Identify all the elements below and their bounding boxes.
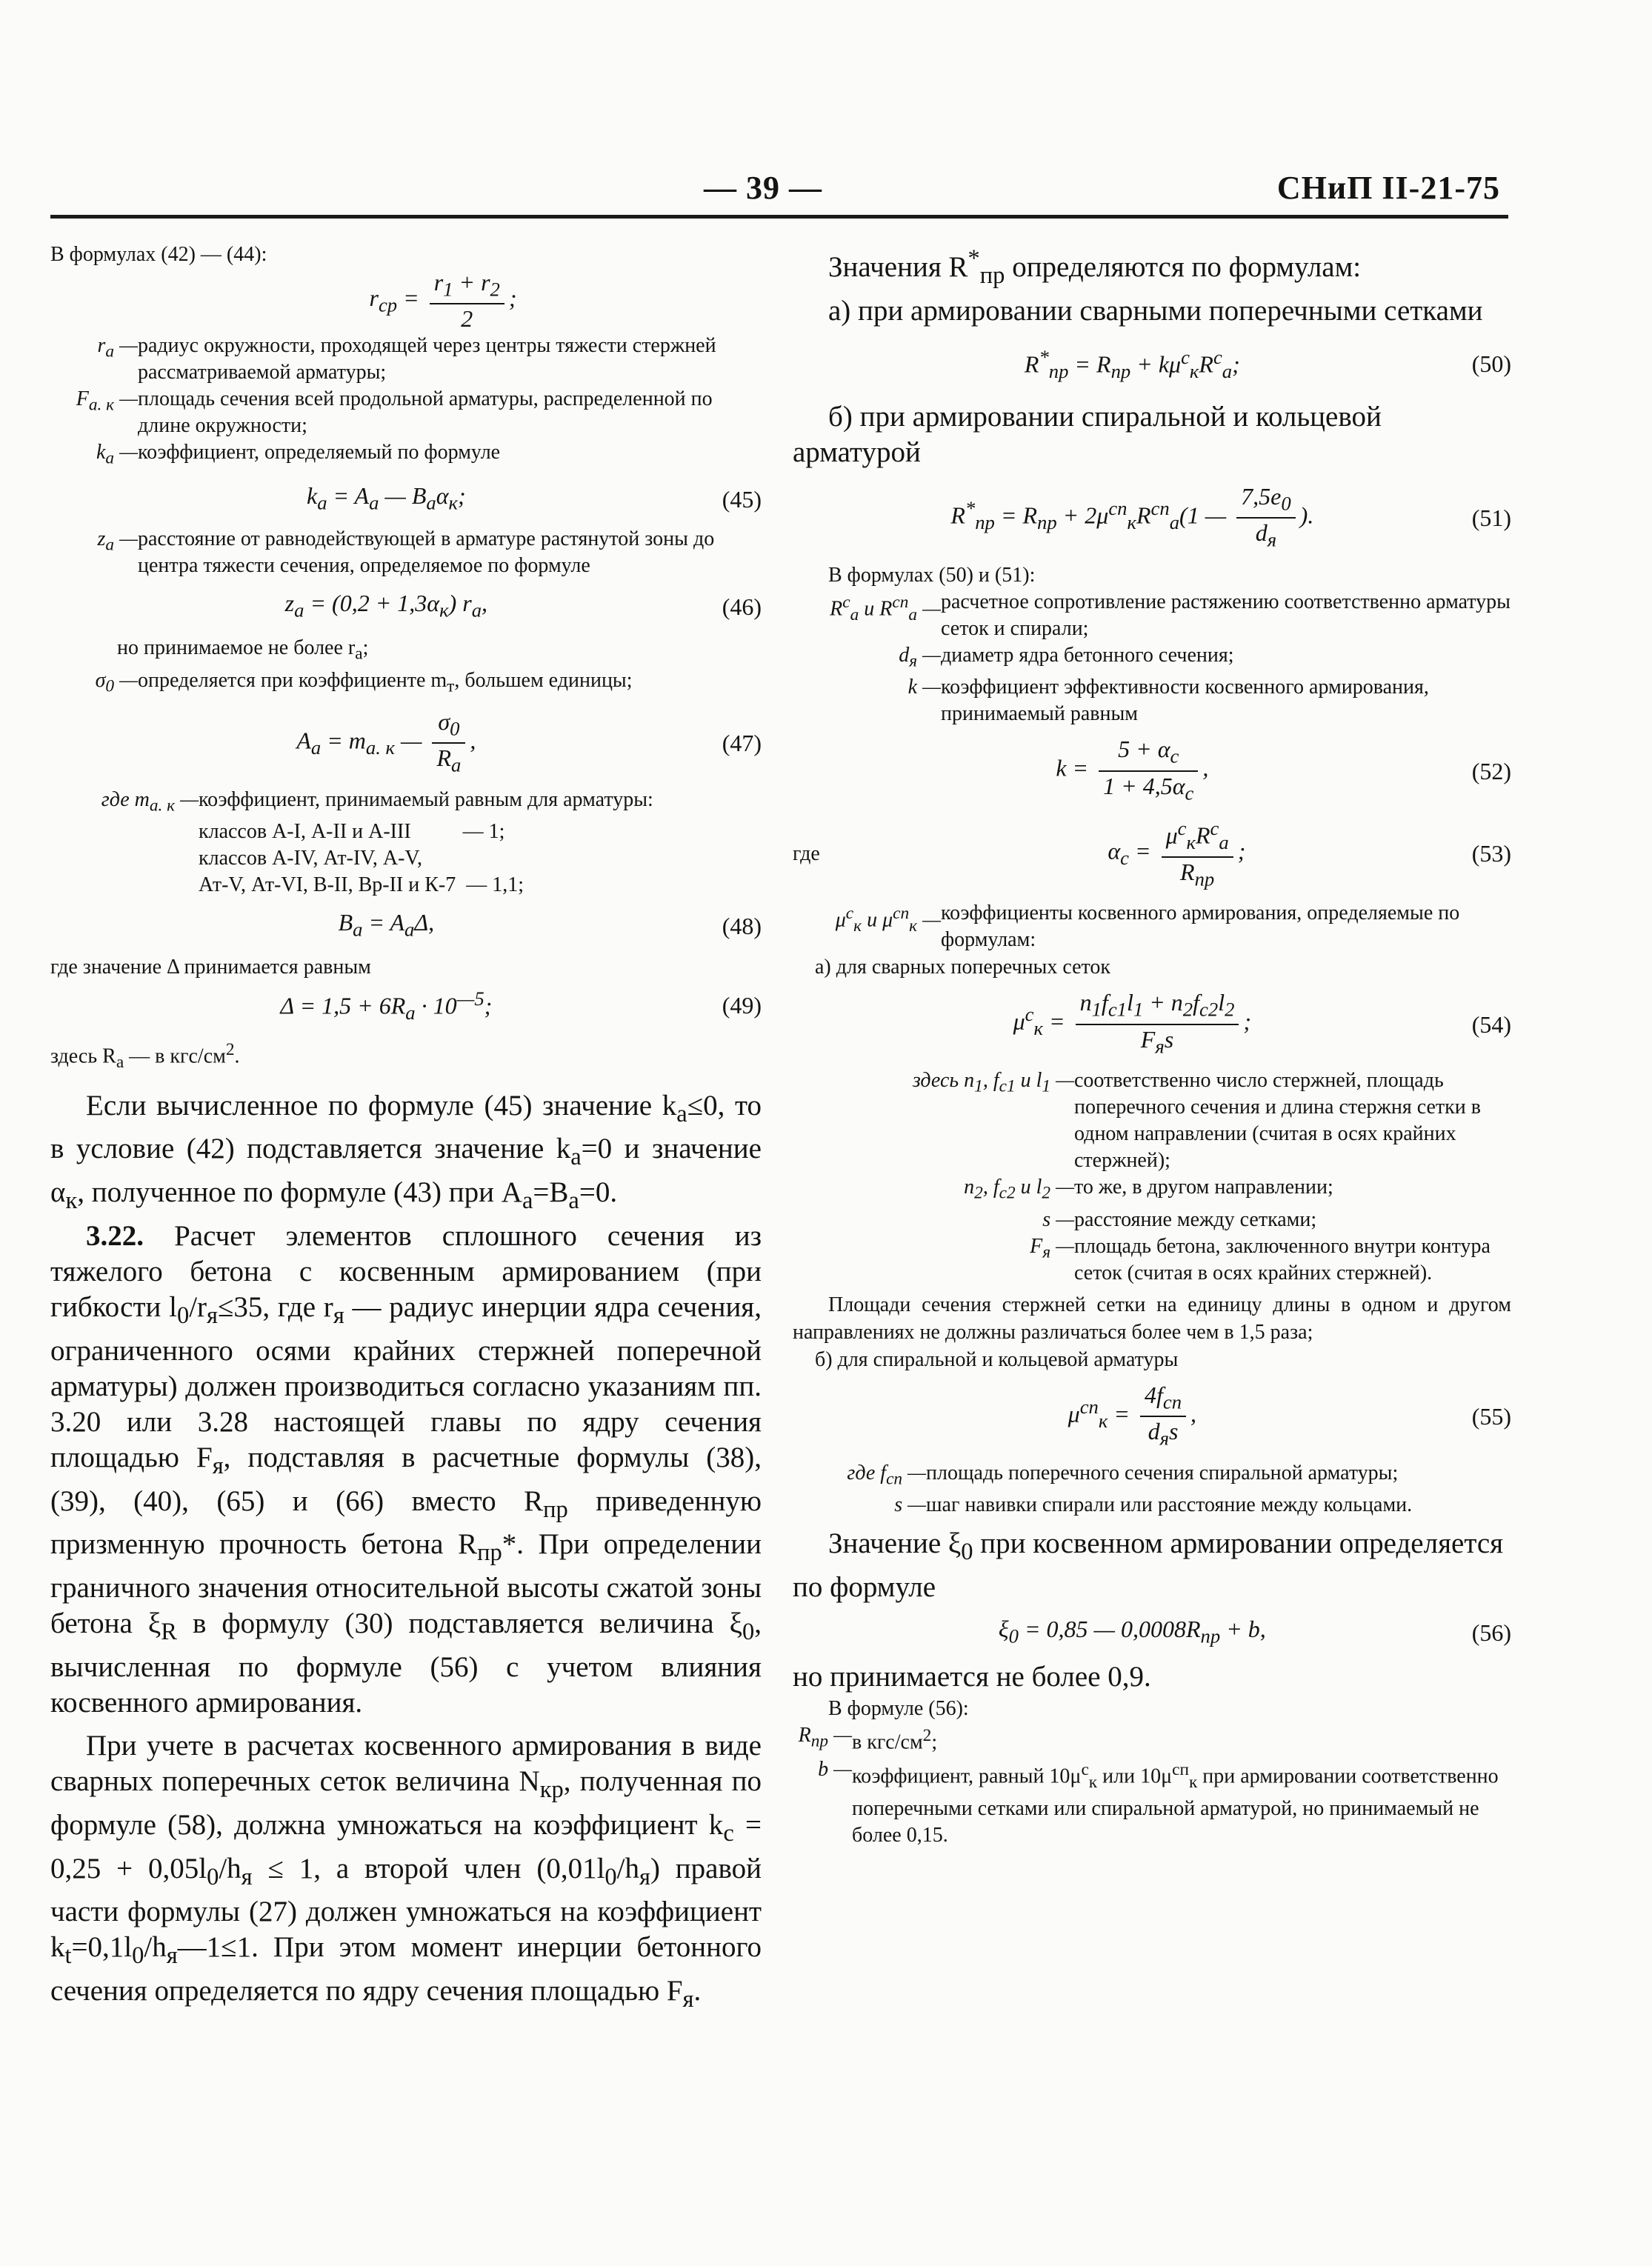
definitions-group <box>50 787 762 819</box>
formula-rcp <box>50 268 762 333</box>
definition-item <box>793 1492 1511 1519</box>
definition-term: $F_{a. к}$ — <box>76 387 138 415</box>
definition-term: $F_я$ — <box>1030 1234 1074 1262</box>
paragraph: При учете в расчетах косвенного армирования в виде сварных поперечных сеток величина $N_{кр}$, полученная по формуле (58), должна умножаться на коэффициент $k_c = 0,25 + 0,05l_0/h_я \le 1$, а второй член $(0,01l_0/h_я)$ правой части формулы (27) должен умножаться на коэффициент $k_t=0,1l_0/h_я—1\le 1$. При этом момент инерции бетонного сечения определяется по ядру сечения площадью $F_я$. <box>50 1730 762 2013</box>
formula-56-note: но принимается не более 0,9. <box>793 1661 1151 1693</box>
formula-51-body: $R^*_{пр} = R_{пр} + 2\mu^{сп}_кR^{сп}_a(1$ — $\frac{7,5e_0}{d_я}$ ). <box>950 482 1314 551</box>
formula-53-where: где <box>793 842 820 865</box>
definition-text: соответственно число стержней, площадь поперечного сечения и длина стержня сетки в одном направлении (считая в осях крайних стержней); <box>1074 1069 1481 1173</box>
definition-text: то же, в другом направлении; <box>1074 1176 1333 1199</box>
formula-49-body: $\Delta = 1,5 + 6R_a \cdot 10^{—5}$; <box>280 987 493 1024</box>
definition-item <box>793 1460 1511 1493</box>
definitions-group <box>793 1460 1511 1519</box>
definition-text: коэффициент эффективности косвенного армирования, принимаемый равным <box>941 676 1429 726</box>
formula-55-number: (55) <box>1471 1403 1511 1430</box>
definition-term: b — <box>818 1757 852 1781</box>
definition-term: $z_a$ — <box>97 527 138 555</box>
formula-53-number: (53) <box>1471 840 1511 867</box>
formula-45-number: (45) <box>722 485 762 513</box>
heading-rpr: Значения $R^*_{пр}$ определяются по формулам: <box>828 245 1362 289</box>
formula-52-body: k = $\frac{5 + \alpha_с}{1 + 4,5\alpha_с}$ , <box>1056 736 1209 804</box>
case-a-subheading: а) для сварных поперечных сеток <box>815 956 1111 979</box>
formula-47-body: $A_a = m_{a. к}$ — $\frac{\sigma_0}{R_a}$ , <box>296 707 476 776</box>
paragraph: Если вычисленное по формуле (45) значение $k_a\le 0$, то в условие (42) подставляется значение $k_a=0$ и значение $\alpha_к$, полученное по формуле (43) при $A_a=B_a=0$. <box>50 1089 762 1215</box>
definition-item <box>793 1207 1511 1233</box>
formula-rcp-body: $r_{ср}$ = $\frac{r_1 + r_2}{2}$ ; <box>369 269 517 333</box>
definitions-group <box>793 900 1511 953</box>
formula-56 <box>793 1613 1511 1652</box>
definition-item <box>50 667 762 700</box>
formula-46-note: но принимаемое не более $r_a$; <box>117 636 369 664</box>
definition-term: $k_a$ — <box>96 441 138 468</box>
document-code: СНиП II-21-75 <box>1276 170 1500 206</box>
formula-53-body: $\alpha_с$ = $\frac{\mu^с_кR^с_a}{R_{пр}}$ ; <box>882 814 1472 893</box>
definition-term: $r_a$ — <box>97 334 138 361</box>
formula-50-body: $R^*_{пр} = R_{пр} + k\mu^с_кR^с_a$; <box>1024 345 1240 382</box>
definition-term: $d_я$ — <box>899 643 941 671</box>
definition-item <box>50 439 762 472</box>
paragraph: Площади сечения стержней сетки на единицу длины в одном и другом направлениях не должны различаться более чем в 1,5 раза; <box>793 1293 1511 1344</box>
definition-item <box>793 900 1511 953</box>
formula-56-intro: В формуле (56): <box>828 1697 969 1721</box>
formula-51-number: (51) <box>1471 504 1511 532</box>
definition-item <box>50 787 762 819</box>
formula-54 <box>793 988 1511 1060</box>
formula-52 <box>793 735 1511 807</box>
definition-text: площадь бетона, заключенного внутри контура сеток (считая в осях крайних стержней). <box>1074 1234 1491 1284</box>
definition-term: s — <box>894 1493 926 1517</box>
definition-term: $n_2$, $f_{c2}$ и $l_2$ — <box>964 1176 1074 1203</box>
definition-term: k — <box>907 676 941 699</box>
formula-46-body: $z_a = (0,2 + 1,3\alpha_к)$ $r_a$, <box>284 590 488 622</box>
formula-48-body: $B_a = A_a\Delta$, <box>338 909 435 941</box>
definition-item <box>50 386 762 439</box>
definition-term: $\mu^с_к$ и $\mu^{сп}_к$ — <box>835 904 941 936</box>
formula-49-note: здесь $R_a$ — в кгс/$см^2$. <box>50 1039 240 1072</box>
definition-term: s — <box>1042 1207 1074 1231</box>
formula-48-number: (48) <box>722 913 762 940</box>
definition-item <box>793 1067 1511 1174</box>
definition-text: расстояние от равнодействующей в арматуре растянутой зоны до центра тяжести сечения, определяемое по формуле <box>138 527 715 578</box>
section-3-22: 3.22. Расчет элементов сплошного сечения из тяжелого бетона с косвенным армированием (при гибкости $l_0/r_я\le 35$, где $r_я$ — радиус инерции ядра сечения, ограниченного осями крайних стержней поперечной арматуры) должен производиться согласно указаниям пп. 3.20 или 3.28 настоящей главы по ядру сечения площадью $F_я$, подставляя в расчетные формулы (38), (39), (40), (65) и (66) вместо $R_{пр}$ приведенную призменную прочность бетона $R_{пр}*$. При определении граничного значения относительной высоты сжатой зоны бетона $\xi_R$ в формулу (30) подставляется величина $\xi_0$, вычисленная по формуле (56) с учетом влияния косвенного армирования. <box>50 1220 762 1719</box>
definition-text: коэффициенты косвенного армирования, определяемые по формулам: <box>941 902 1460 952</box>
definition-text: площадь сечения всей продольной арматуры, распределенной по длине окружности; <box>138 387 713 438</box>
formula-49-number: (49) <box>722 992 762 1019</box>
definition-text: в кгс/$см^2$; <box>852 1726 938 1754</box>
formula-55-body: $\mu^{сп}_к$ = $\frac{4f_{сп}}{d_яs}$ , <box>1068 1381 1197 1450</box>
formula-45-body: $k_a = A_a$ — $B_a\alpha_к$; <box>307 481 466 514</box>
definitions-group <box>50 526 762 579</box>
definition-item <box>793 1722 1511 1756</box>
definitions-group <box>793 589 1511 728</box>
definition-text: шаг навивки спирали или расстояние между кольцами. <box>926 1493 1413 1517</box>
formula-46-number: (46) <box>722 593 762 621</box>
formula-45 <box>50 479 762 519</box>
formula-56-number: (56) <box>1471 1619 1511 1646</box>
list-item: классов А-IV, Ат-IV, А-V, <box>199 847 423 870</box>
definition-text: расчетное сопротивление растяжению соответственно арматуры сеток и спирали; <box>941 590 1511 640</box>
formula-55 <box>793 1381 1511 1453</box>
list-item: Ат-V, Ат-VI, В-II, Вр-II и К-7 — 1,1; <box>199 873 524 897</box>
definitions-group <box>793 1722 1511 1848</box>
definition-text: коэффициент, равный $10\mu^с_к$ или $10\mu^{сп}_к$ при армировании соответственно поперечными сетками или спиральной арматурой, но принимаемый не более 0,15. <box>852 1759 1499 1847</box>
definition-item <box>50 526 762 579</box>
definition-item <box>793 1756 1511 1849</box>
right-column <box>793 241 1511 1849</box>
definition-item <box>793 642 1511 675</box>
definition-text: определяется при коэффициенте $m_т$, большем единицы; <box>138 669 633 696</box>
left-column <box>50 241 762 2017</box>
definition-text: расстояние между сетками; <box>1074 1207 1317 1231</box>
list-item: классов А-I, А-II и А-III — 1; <box>199 820 505 844</box>
formulas-50-51-intro: В формулах (50) и (51): <box>828 563 1036 587</box>
definitions-group <box>793 1067 1511 1287</box>
definition-term: где $m_{a. к}$ — <box>101 787 199 816</box>
definition-text: площадь поперечного сечения спиральной арматуры; <box>926 1461 1399 1484</box>
definition-text: коэффициент, определяемый по формуле <box>138 441 501 464</box>
definition-term: $R^с_a$ и $R^{сп}_a$ — <box>830 592 941 624</box>
case-b-subheading: б) для спиральной и кольцевой арматуры <box>815 1347 1179 1371</box>
page-number: — 39 — <box>704 170 822 206</box>
formula-47 <box>50 707 762 779</box>
formula-47-number: (47) <box>722 730 762 757</box>
formula-49 <box>50 982 762 1029</box>
formula-53 <box>793 814 1511 893</box>
formula-54-number: (54) <box>1471 1010 1511 1038</box>
definition-term: где $f_{сп}$ — <box>847 1461 926 1489</box>
formula-52-number: (52) <box>1471 757 1511 784</box>
formula-51 <box>793 482 1511 554</box>
definition-term: $R_{пр}$ — <box>798 1724 852 1751</box>
heading-xi0: Значение $\xi_0$ при косвенном армировании определяется по формуле <box>793 1527 1504 1603</box>
case-a-heading: а) при армировании сварными поперечными сетками <box>828 294 1483 327</box>
definition-item <box>50 333 762 386</box>
formula-54-body: $\mu^с_к$ = $\frac{n_1f_{c1}l_1 + n_2f_{c2}l_2}{F_яs}$ ; <box>1013 989 1252 1058</box>
definition-text: радиус окружности, проходящей через центры тяжести стержней рассматриваемой арматуры; <box>138 334 716 384</box>
definition-item <box>793 674 1511 727</box>
definition-term: здесь $n_1$, $f_{c1}$ и $l_1$ — <box>912 1069 1074 1096</box>
definition-item <box>793 1174 1511 1207</box>
formula-intro: В формулах (42) — (44): <box>50 243 267 266</box>
definition-text: коэффициент, принимаемый равным для арматуры: <box>199 787 653 811</box>
formula-56-body: $\xi_0 = 0,85$ — $0,0008R_{пр} + b$, <box>998 1615 1266 1647</box>
header-rule <box>50 215 1508 219</box>
definitions-group <box>50 333 762 472</box>
definition-text: диаметр ядра бетонного сечения; <box>941 643 1234 667</box>
formula-48 <box>50 906 762 945</box>
formula-50 <box>793 341 1511 387</box>
definition-item <box>793 589 1511 642</box>
definitions-group <box>50 667 762 700</box>
definition-term: $\sigma_0$ — <box>95 669 138 696</box>
reinforcement-classes <box>50 819 762 899</box>
definition-item <box>793 1233 1511 1287</box>
case-b-heading: б) при армировании спиральной и кольцевой арматурой <box>793 400 1382 468</box>
formula-48-note: где значение Δ принимается равным <box>50 955 371 979</box>
formula-46 <box>50 587 762 626</box>
formula-50-number: (50) <box>1471 350 1511 378</box>
